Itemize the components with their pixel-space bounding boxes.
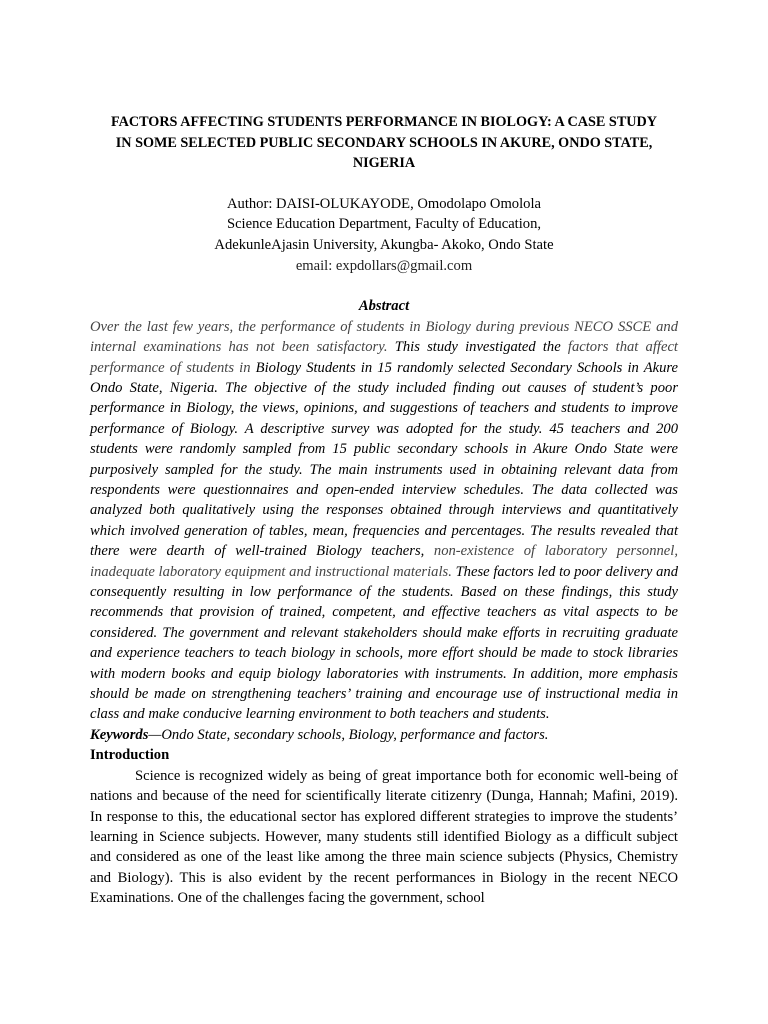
keywords-text: —Ondo State, secondary schools, Biology, performance and factors. [148, 726, 549, 743]
affiliation-line-2: AdekunleAjasin University, Akungba- Akoko, Ondo State [214, 236, 554, 253]
introduction-paragraph: Science is recognized widely as being of great importance both for economic well-being of nations and because of the need for scientifically literate citizenry (Dunga, Hannah; Mafini, 2019). In response to this, the educational sector has explored different strategies to improve the students’ learning in Science subjects. However, many students still identified Biology as a difficult subject and considered as one of the least like among the three main science subjects (Physics, Chemistry and Biology). This is also evident by the recent performances in Biology in the recent NECO Examinations. One of the challenges facing the government, school [90, 767, 678, 907]
author-block [90, 194, 678, 276]
abstract-segment-2: This study investigated the [387, 339, 568, 356]
abstract-text [90, 317, 678, 725]
abstract-segment-1: Over the last few years, the performance of students in Biology during previous NECO SSCE and internal examinations has not been satisfactory. [90, 318, 678, 356]
abstract-segment-3: factors that affect performance of students in [90, 339, 678, 376]
abstract-segment-4: Biology Students in 15 randomly selected Secondary Schools in Akure Ondo State, Nigeria. The objective of the study included finding out causes of student’s poor performance in Biology, the views, opinions, and suggestions of teachers and students to improve performance of Biology. A descriptive survey was adopted for the study. 45 teachers and 200 students were randomly sampled from 15 public secondary schools in Akure Ondo State were purposively sampled for the study. The main instruments used in obtaining relevant data from respondents were questionnaires and open-ended interview schedules. The data collected was analyzed both qualitatively using the responses obtained through interviews and quantitatively which involved generation of tables, mean, frequencies and percentages. The results revealed that there were dearth of well-trained Biology teachers, [90, 359, 679, 560]
author-email: email: expdollars@gmail.com [295, 257, 473, 274]
affiliation-line-1: Science Education Department, Faculty of Education, [226, 216, 542, 233]
introduction-heading: Introduction [90, 747, 170, 764]
author-line: Author: DAISI-OLUKAYODE, Omodolapo Omolola [226, 195, 541, 212]
paper-title: FACTORS AFFECTING STUDENTS PERFORMANCE IN BIOLOGY: A CASE STUDY IN SOME SELECTED PUBLIC SECONDARY SCHOOLS IN AKURE, ONDO STATE, NIGERIA [110, 114, 658, 172]
abstract-segment-6: These factors led to poor delivery and consequently resulting in low performance of the students. Based on these findings, this study recommends that provision of trained, competent, and effective teachers as vital aspects to be considered. The government and relevant stakeholders should make efforts in recruiting graduate and experience teachers to teach biology in schools, more effort should be made to stock libraries with modern books and equip biology laboratories with instruments. In addition, more emphasis should be made on strengthening teachers’ training and encourage use of instructional media in class and make conducive learning environment to both teachers and students. [90, 563, 679, 723]
abstract-segment-5: non-existence of laboratory personnel, inadequate laboratory equipment and instructional materials. [90, 543, 678, 580]
keywords-label: Keywords [90, 726, 149, 743]
keywords-line [90, 725, 678, 745]
abstract-heading: Abstract [358, 298, 410, 315]
